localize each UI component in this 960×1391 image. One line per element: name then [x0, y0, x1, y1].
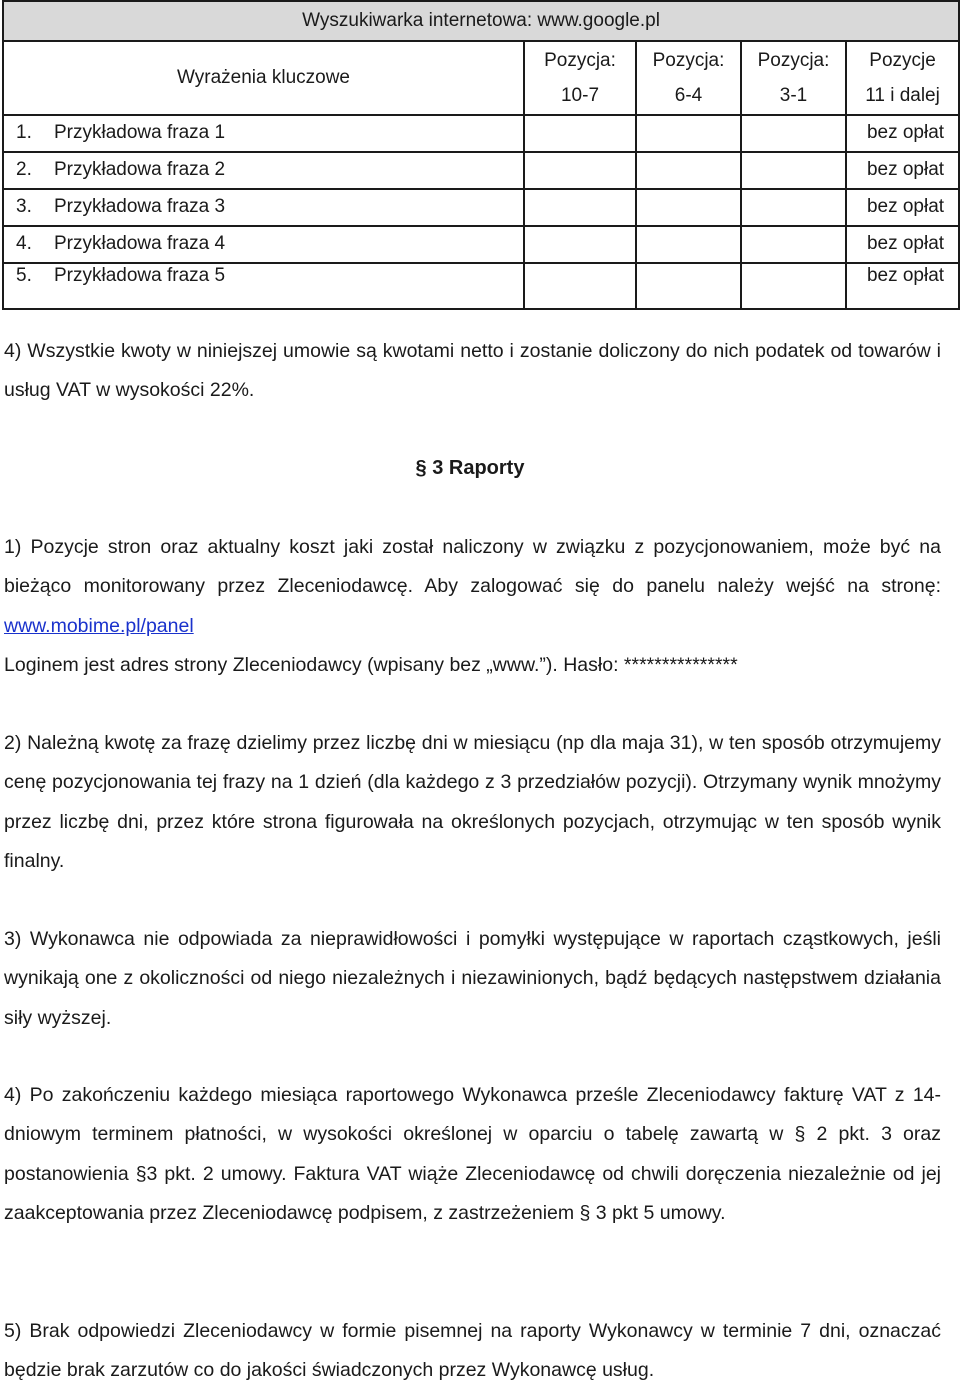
login-info: Loginem jest adres strony Zleceniodawcy (wpisany bez „www.”). Hasło: *************** [4, 654, 738, 676]
paragraph-4: 4) Po zakończeniu każdego miesiąca raportowego Wykonawca prześle Zleceniodawcy fakturę VAT z 14- dniowym terminem płatności, w wysokości określonej w oparciu o tabelę zawartą w § 2 pkt. 3 oraz postanowienia §3 pkt. 2 umowy. Faktura VAT wiąże Zleceniodawcę od chwili doręczenia niezależnie od jej zaakceptowania przez Zleceniodawcę podpisem, z zastrzeżeniem § 3 pkt 5 umowy. [4, 1084, 941, 1224]
fee-cell: bez opłat [846, 226, 959, 263]
price-cell [741, 189, 846, 226]
phrase-cell: 2. Przykładowa fraza 2 [3, 152, 524, 189]
search-engine-row [3, 1, 959, 41]
vat-note: 4) Wszystkie kwoty w niniejszej umowie są kwotami netto i zostanie doliczony do nich podatek od towarów i usług VAT w wysokości 22%. [4, 340, 941, 402]
price-cell [636, 152, 741, 189]
price-cell [524, 152, 636, 189]
table-header-row [3, 41, 959, 115]
price-cell [636, 115, 741, 152]
panel-link[interactable]: www.mobime.pl/panel [4, 614, 194, 637]
section-title: 3 Raporty [432, 457, 525, 479]
search-engine-label: Wyszukiwarka internetowa: www.google.pl [3, 1, 959, 41]
table-row [3, 226, 959, 263]
price-cell [524, 189, 636, 226]
fee-cell: bez opłat [846, 152, 959, 189]
price-cell [524, 226, 636, 263]
position-header-10-7: Pozycja: 10-7 [524, 41, 636, 115]
paragraph-5: 5) Brak odpowiedzi Zleceniodawcy w formie pisemnej na raporty Wykonawcy w terminie 7 dni, oznaczać będzie brak zarzutów co do jakości świadczonych przez Wykonawcę usług. [4, 1320, 941, 1382]
price-cell [741, 263, 846, 309]
keywords-header: Wyrażenia kluczowe [3, 41, 524, 115]
price-cell [524, 115, 636, 152]
price-cell [636, 263, 741, 309]
fee-cell: bez opłat [846, 115, 959, 152]
phrase-cell: 4. Przykładowa fraza 4 [3, 226, 524, 263]
table-row [3, 115, 959, 152]
phrase-cell: 1. Przykładowa fraza 1 [3, 115, 524, 152]
price-cell [741, 152, 846, 189]
section-symbol: § [415, 457, 427, 479]
position-header-11-plus: Pozycje 11 i dalej [846, 41, 959, 115]
price-cell [741, 115, 846, 152]
price-cell [636, 189, 741, 226]
position-header-3-1: Pozycja: 3-1 [741, 41, 846, 115]
phrase-cell: 5. Przykładowa fraza 5 [3, 263, 524, 309]
price-cell [741, 226, 846, 263]
position-header-6-4: Pozycja: 6-4 [636, 41, 741, 115]
paragraph-1: 1) Pozycje stron oraz aktualny koszt jaki został naliczony w związku z pozycjonowaniem, może być na bieżąco monitorowany przez Zleceniodawcę. Aby zalogować się do panelu należy wejść na stronę: www.mobime.pl/panel [4, 536, 941, 637]
paragraph-2: 2) Należną kwotę za frazę dzielimy przez liczbę dni w miesiącu (np dla maja 31), w ten sposób otrzymujemy cenę pozycjonowania tej frazy na 1 dzień (dla każdego z 3 przedziałów pozycji). Otrzymany wynik mnożymy przez liczbę dni, przez które strona figurowała na określonych pozycjach, otrzymując w ten sposób wynik finalny. [4, 732, 941, 872]
table-row [3, 152, 959, 189]
price-cell [524, 263, 636, 309]
table-row [3, 263, 959, 309]
section-heading [0, 449, 940, 488]
price-cell [636, 226, 741, 263]
phrase-cell: 3. Przykładowa fraza 3 [3, 189, 524, 226]
paragraph-3: 3) Wykonawca nie odpowiada za nieprawidłowości i pomyłki występujące w raportach cząstkowych, jeśli wynikają one z okoliczności od niego niezależnych i niezawinionych, bądź będących następstwem działania siły wyższej. [4, 928, 941, 1029]
pricing-table [2, 0, 960, 310]
fee-cell: bez opłat [846, 263, 959, 309]
fee-cell: bez opłat [846, 189, 959, 226]
table-row [3, 189, 959, 226]
